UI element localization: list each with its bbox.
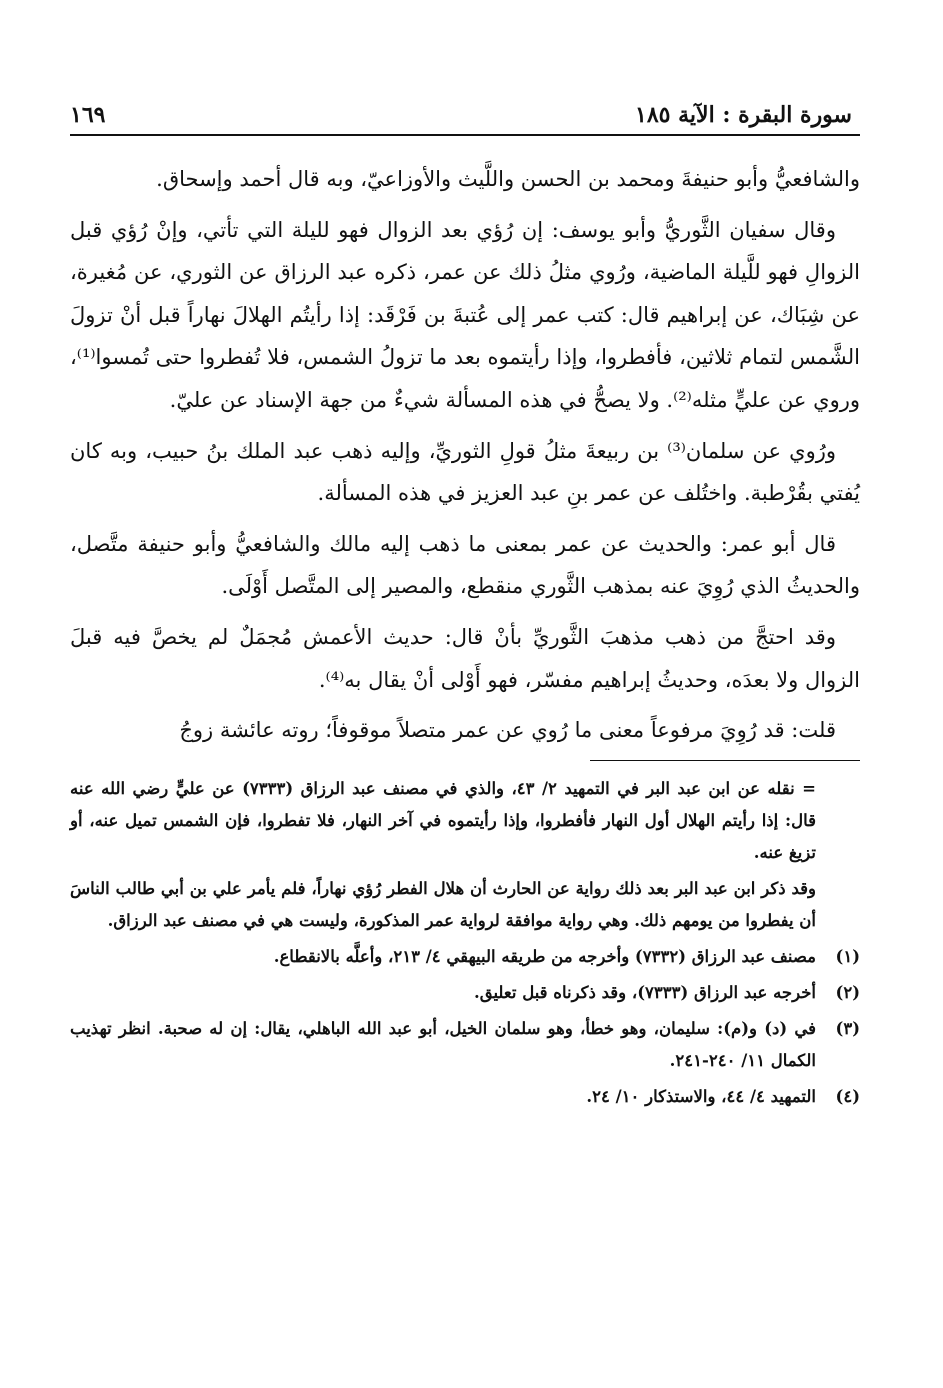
paragraph: قال أبو عمر: والحديث عن عمر بمعنى ما ذهب إليه مالك والشافعيُّ وأبو حنيفة متَّصل، والحديثُ الذي رُوِيَ عنه بمذهب الثَّوري منقطع، والمصير إلى المتَّصل أَوْلَى. — [70, 531, 860, 599]
footnote-mark: (١) — [835, 946, 860, 966]
footnote-mark: (٤) — [835, 1086, 860, 1106]
running-title: سورة البقرة : الآية ١٨٥ — [635, 102, 852, 128]
paragraph: ورُوي عن سلمان⁽³⁾ بن ربيعةَ مثلُ قولِ الثوريِّ، وإليه ذهب عبد الملك بنُ حبيب، وبه كان يُفتي بقُرْطبة. واختُلف عن عمر بنِ عبد العزيز في هذه المسألة. — [70, 438, 860, 506]
main-text — [70, 158, 860, 752]
footnote-mark: (٣) — [835, 1018, 860, 1038]
footnote-text: في (د) و(م): سليمان، وهو خطأ، وهو سلمان الخيل، أبو عبد الله الباهلي، يقال: إن له صحبة. انظر تهذيب الكمال ١١/ ٢٤٠-٢٤١. — [70, 1018, 816, 1070]
footnotes — [70, 773, 860, 1113]
footnote — [70, 1081, 860, 1113]
footnote-text: التمهيد ٤/ ٤٤، والاستذكار ١٠/ ٢٤. — [586, 1086, 816, 1106]
paragraph: وقد احتجَّ من ذهب مذهبَ الثَّوريِّ بأنْ قال: حديث الأعمش مُجمَلٌ لم يخصَّ فيه قبلَ الزوال ولا بعدَه، وحديثُ إبراهيم مفسّر، فهو أَوْلى أنْ يقال به⁽⁴⁾. — [70, 624, 860, 692]
footnote — [70, 1013, 860, 1077]
footnote — [70, 977, 860, 1009]
footnote-divider — [590, 760, 860, 761]
footnote-text: أخرجه عبد الرزاق (٧٣٣٣)، وقد ذكرناه قبل تعليق. — [473, 982, 816, 1002]
footnote-continued: = نقله عن ابن عبد البر في التمهيد ٢/ ٤٣، والذي في مصنف عبد الرزاق (٧٣٣٣) عن عليٍّ رضي الله عنه قال: إذا رأيتم الهلال أول النهار فأفطروا، وإذا رأيتموه في آخر النهار، فلا تفطروا، فإن الشمس تميل عنه، أو تزيغ عنه. — [70, 778, 816, 862]
footnote — [70, 941, 860, 973]
paragraph: وقال سفيان الثَّوريُّ وأبو يوسف: إن رُؤي بعد الزوال فهو لليلة التي تأتي، وإنْ رُؤي قبل الزوالِ فهو للَّيلة الماضية، ورُوي مثلُ ذلك عن عمر، ذكره عبد الرزاق عن الثوري، عن مُغيرة، عن شِبَاك، عن إبراهيم قال: كتب عمر إلى عُتبةَ بن فَرْقَد: إذا رأيتُم الهلالَ نهاراً قبل أنْ تزولَ الشَّمس لتمام ثلاثين، فأفطروا، وإذا رأيتموه بعد ما تزولُ الشمس، فلا تُفطروا حتى تُمسوا⁽¹⁾، وروي عن عليٍّ مثله⁽²⁾. ولا يصحُّ في هذه المسألة شيءٌ من جهة الإسناد عن عليّ. — [70, 217, 860, 412]
page-header — [70, 88, 860, 136]
footnote-continued: وقد ذكر ابن عبد البر بعد ذلك رواية عن الحارث أن هلال الفطر رُؤي نهاراً، فلم يأمر علي بن أبي طالب الناسَ أن يفطروا من يومهم ذلك. وهي رواية موافقة لرواية عمر المذكورة، وليست هي في مصنف عبد الرزاق. — [70, 878, 816, 930]
page-number: ١٦٩ — [70, 102, 106, 128]
paragraph: قلت: قد رُوِيَ مرفوعاً معنى ما رُوي عن عمر متصلاً موقوفاً؛ روته عائشة زوجُ — [179, 718, 836, 743]
footnote-text: مصنف عبد الرزاق (٧٣٣٢) وأخرجه من طريقه البيهقي ٤/ ٢١٣، وأعلَّه بالانقطاع. — [273, 946, 816, 966]
footnote-mark: (٢) — [835, 982, 860, 1002]
paragraph: والشافعيُّ وأبو حنيفةَ ومحمد بن الحسن واللَّيث والأوزاعيّ، وبه قال أحمد وإسحاق. — [156, 167, 860, 191]
document-page — [70, 88, 860, 1117]
